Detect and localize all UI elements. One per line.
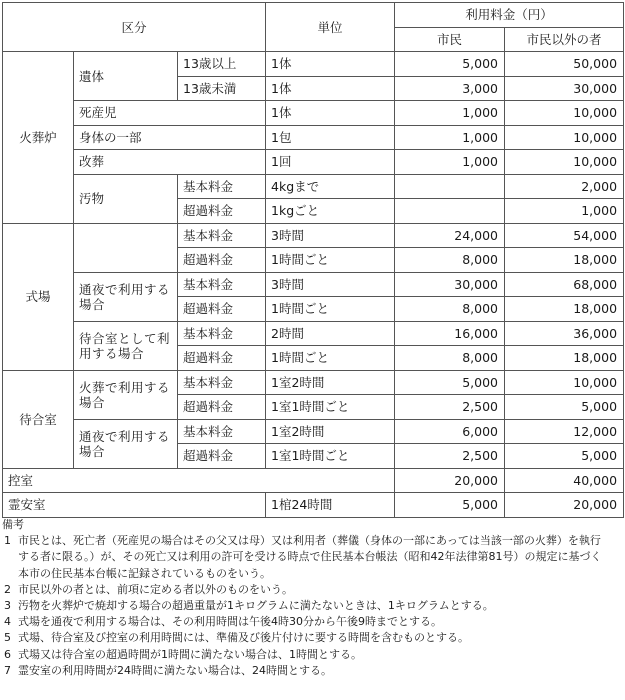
note-number: 6	[4, 647, 11, 661]
age-over-13: 13歳以上	[178, 52, 266, 77]
fee-non-citizen: 18,000	[505, 297, 624, 322]
fee-non-citizen: 20,000	[505, 493, 624, 518]
note-number: 5	[4, 631, 11, 645]
note-item	[2, 647, 623, 663]
subcategory-shizanji: 死産児	[74, 101, 266, 126]
fee-non-citizen: 5,000	[505, 395, 624, 420]
fee-non-citizen: 10,000	[505, 101, 624, 126]
fee-non-citizen: 54,000	[505, 223, 624, 248]
fee-type-excess: 超過料金	[178, 395, 266, 420]
fee-type-basic: 基本料金	[178, 272, 266, 297]
note-text: 式場又は待合室の超過時間が1時間に満たない場合は、1時間とする。	[18, 647, 362, 661]
fee-non-citizen: 10,000	[505, 125, 624, 150]
fee-type-basic: 基本料金	[178, 174, 266, 199]
notes-section	[2, 517, 623, 679]
unit-cell: 1体	[266, 76, 395, 101]
fee-type-excess: 超過料金	[178, 248, 266, 273]
unit-cell: 1体	[266, 101, 395, 126]
fee-citizen: 16,000	[395, 321, 505, 346]
note-item	[2, 614, 623, 630]
category-kasouro: 火葬炉	[3, 52, 74, 224]
unit-cell: 2時間	[266, 321, 395, 346]
unit-cell: 1室1時間ごと	[266, 444, 395, 469]
header-fee: 利用料金（円）	[395, 3, 624, 28]
unit-cell: 1棺24時間	[266, 493, 395, 518]
table-row	[3, 272, 624, 297]
category-hikaeshitsu: 控室	[3, 468, 395, 493]
unit-cell: 1時間ごと	[266, 248, 395, 273]
note-text: 市民以外の者とは、前項に定める者以外のものをいう。	[18, 582, 293, 596]
fee-non-citizen: 68,000	[505, 272, 624, 297]
table-row	[3, 101, 624, 126]
fee-non-citizen: 5,000	[505, 444, 624, 469]
fee-non-citizen: 30,000	[505, 76, 624, 101]
note-item	[2, 598, 623, 614]
fee-type-basic: 基本料金	[178, 419, 266, 444]
note-item	[2, 582, 623, 598]
note-number: 1	[4, 534, 11, 548]
subcategory-tsuya: 通夜で利用する場合	[74, 419, 178, 468]
fee-citizen: 1,000	[395, 150, 505, 175]
fee-non-citizen: 18,000	[505, 248, 624, 273]
table-row	[3, 493, 624, 518]
fee-citizen: 8,000	[395, 297, 505, 322]
table-row	[3, 370, 624, 395]
table-row	[3, 125, 624, 150]
unit-cell: 1時間ごと	[266, 297, 395, 322]
fee-citizen: 5,000	[395, 52, 505, 77]
note-number: 2	[4, 582, 11, 596]
fee-non-citizen: 18,000	[505, 346, 624, 371]
fee-non-citizen: 10,000	[505, 370, 624, 395]
unit-cell: 1室2時間	[266, 370, 395, 395]
subcategory-shintai: 身体の一部	[74, 125, 266, 150]
note-item	[2, 663, 623, 679]
table-row	[3, 150, 624, 175]
fee-non-citizen: 36,000	[505, 321, 624, 346]
table-row	[3, 419, 624, 444]
fee-type-excess: 超過料金	[178, 297, 266, 322]
note-text: 霊安室の利用時間が24時間に満たない場合は、24時間とする。	[18, 663, 332, 677]
fee-type-excess: 超過料金	[178, 346, 266, 371]
note-text: 式場、待合室及び控室の利用時間には、準備及び後片付けに要する時間を含むものとする。	[18, 631, 469, 645]
fee-table	[2, 2, 624, 518]
fee-type-basic: 基本料金	[178, 223, 266, 248]
fee-type-basic: 基本料金	[178, 321, 266, 346]
fee-citizen: 5,000	[395, 370, 505, 395]
note-number: 4	[4, 615, 11, 629]
subcategory-kasou-use: 火葬で利用する場合	[74, 370, 178, 419]
fee-citizen	[395, 199, 505, 224]
header-category: 区分	[3, 3, 266, 52]
fee-non-citizen: 2,000	[505, 174, 624, 199]
note-text: 式場を通夜で利用する場合は、その利用時間は午後4時30分から午後9時までとする。	[18, 615, 442, 629]
category-reianshitsu: 霊安室	[3, 493, 266, 518]
fee-citizen: 30,000	[395, 272, 505, 297]
unit-cell: 1包	[266, 125, 395, 150]
age-under-13: 13歳未満	[178, 76, 266, 101]
note-number: 3	[4, 599, 11, 613]
unit-cell: 1室2時間	[266, 419, 395, 444]
fee-citizen: 5,000	[395, 493, 505, 518]
subcategory-obutsu: 汚物	[74, 174, 178, 223]
subcategory-tsuya: 通夜で利用する場合	[74, 272, 178, 321]
fee-non-citizen: 50,000	[505, 52, 624, 77]
fee-citizen: 24,000	[395, 223, 505, 248]
header-non-citizen: 市民以外の者	[505, 27, 624, 52]
fee-citizen: 20,000	[395, 468, 505, 493]
header-row	[3, 3, 624, 28]
notes-title: 備考	[2, 518, 24, 531]
unit-cell: 4kgまで	[266, 174, 395, 199]
unit-cell: 1室1時間ごと	[266, 395, 395, 420]
fee-type-basic: 基本料金	[178, 370, 266, 395]
note-text: 汚物を火葬炉で焼却する場合の超過重量が1キログラムに満たないときは、1キログラムとする。	[18, 599, 494, 613]
fee-citizen: 1,000	[395, 125, 505, 150]
header-citizen: 市民	[395, 27, 505, 52]
note-item	[2, 630, 623, 646]
subcategory-machiai-as: 待合室として利用する場合	[74, 321, 178, 370]
fee-type-excess: 超過料金	[178, 444, 266, 469]
note-item	[2, 533, 623, 582]
category-machiaishitsu: 待合室	[3, 370, 74, 468]
table-row	[3, 52, 624, 77]
unit-cell: 3時間	[266, 223, 395, 248]
fee-type-excess: 超過料金	[178, 199, 266, 224]
fee-non-citizen: 12,000	[505, 419, 624, 444]
fee-citizen: 6,000	[395, 419, 505, 444]
fee-non-citizen: 1,000	[505, 199, 624, 224]
unit-cell: 1時間ごと	[266, 346, 395, 371]
unit-cell: 1回	[266, 150, 395, 175]
table-row	[3, 468, 624, 493]
category-shikijou: 式場	[3, 223, 74, 370]
subcategory-kaisou: 改葬	[74, 150, 266, 175]
fee-non-citizen: 10,000	[505, 150, 624, 175]
subcategory-empty	[74, 223, 178, 272]
unit-cell: 1体	[266, 52, 395, 77]
fee-citizen: 8,000	[395, 346, 505, 371]
note-text: 市民とは、死亡者（死産児の場合はその父又は母）又は利用者（葬儀（身体の一部にあっては当該一部の火葬）を執行する者に限る。）が、その死亡又は利用の許可を受ける時点で住民基本台帳法（昭和42年法律第81号）の規定に基づく本市の住民基本台帳に記録されているものをいう。	[18, 534, 602, 580]
fee-citizen	[395, 174, 505, 199]
subcategory-itai: 遺体	[74, 52, 178, 101]
fee-citizen: 8,000	[395, 248, 505, 273]
unit-cell: 1kgごと	[266, 199, 395, 224]
fee-non-citizen: 40,000	[505, 468, 624, 493]
table-row	[3, 223, 624, 248]
fee-citizen: 3,000	[395, 76, 505, 101]
note-number: 7	[4, 663, 11, 677]
table-row	[3, 321, 624, 346]
unit-cell: 3時間	[266, 272, 395, 297]
fee-citizen: 2,500	[395, 444, 505, 469]
table-row	[3, 174, 624, 199]
fee-citizen: 1,000	[395, 101, 505, 126]
fee-citizen: 2,500	[395, 395, 505, 420]
header-unit: 単位	[266, 3, 395, 52]
